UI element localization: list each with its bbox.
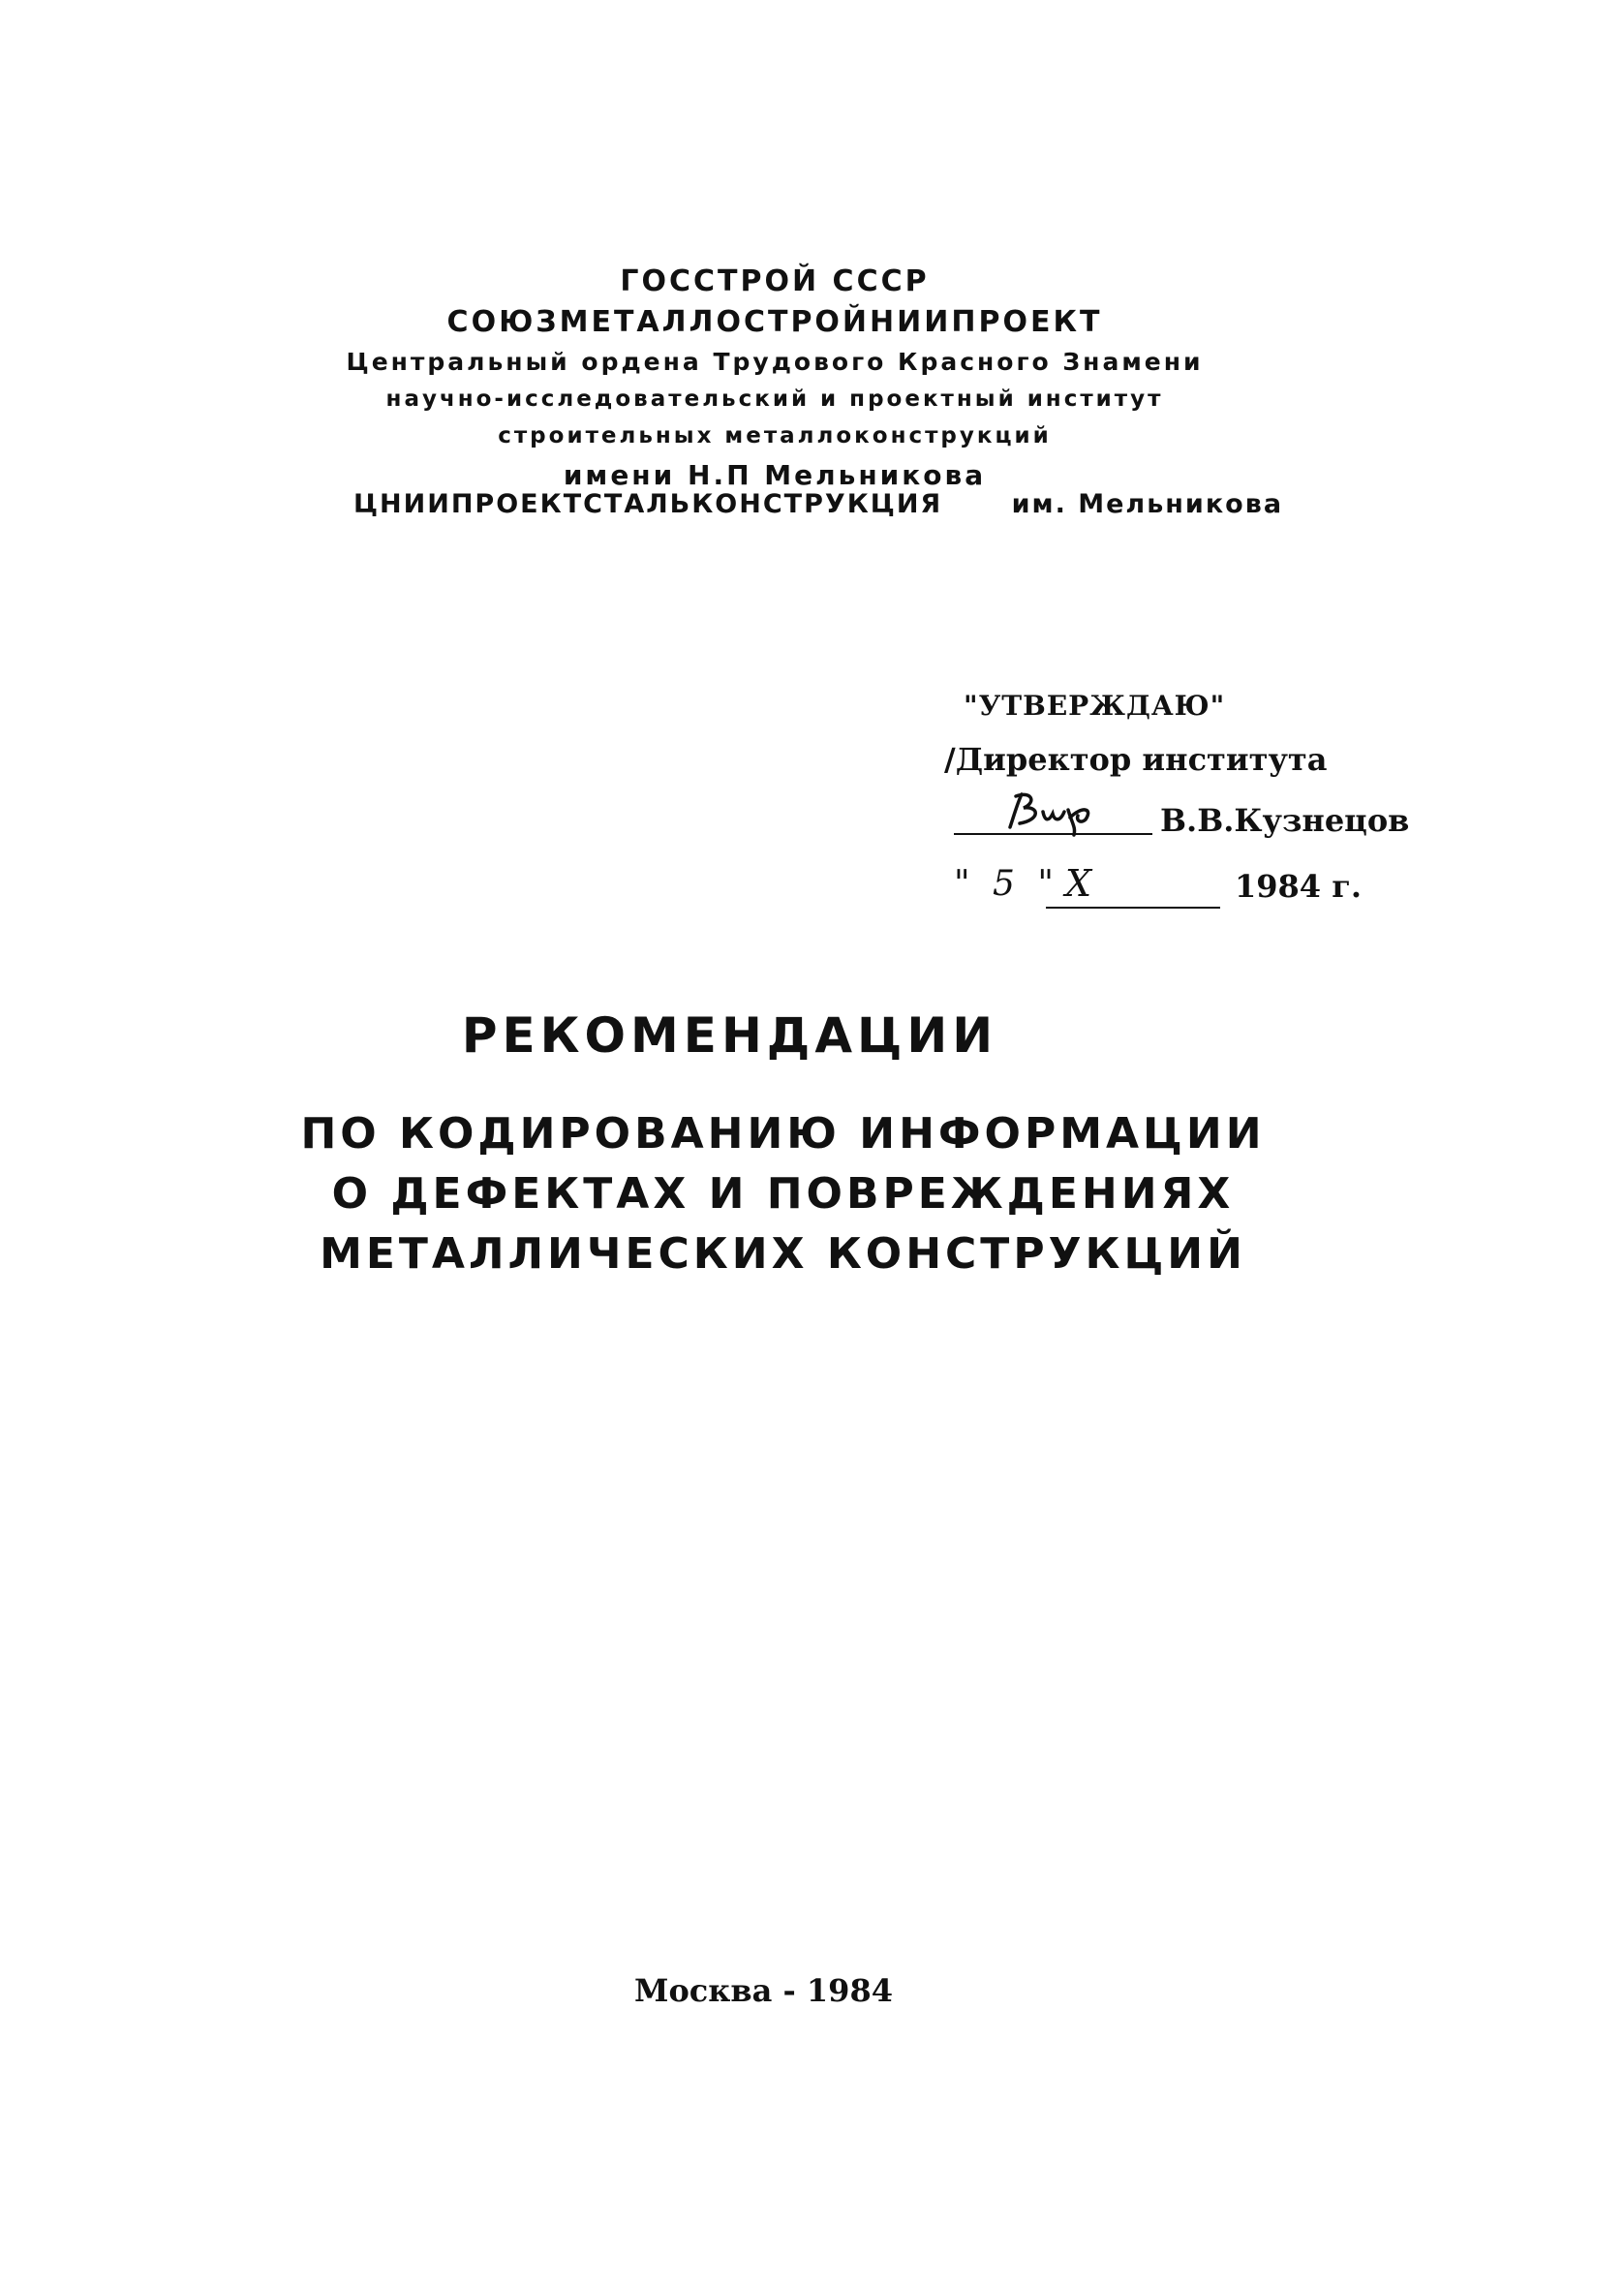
document-title: РЕКОМЕНДАЦИИ: [461, 1007, 998, 1064]
tsnii-name: ЦНИИПРОЕКТСТАЛЬКОНСТРУКЦИЯ: [353, 489, 943, 519]
subtitle-line-3: МЕТАЛЛИЧЕСКИХ КОНСТРУКЦИЙ: [320, 1229, 1246, 1279]
subtitle-line-1: ПО КОДИРОВАНИЮ ИНФОРМАЦИИ: [300, 1109, 1266, 1159]
tsnii-line: [353, 489, 1283, 519]
approval-date-row: [954, 864, 1409, 922]
handwritten-signature-icon: [993, 788, 1128, 837]
city-year-footer: Москва - 1984: [634, 1972, 893, 2009]
signature-row: [954, 794, 1409, 843]
research-institute-line: научно-исследовательский и проектный институт: [385, 386, 1164, 412]
organization-header: [291, 262, 1259, 497]
date-month: X: [1046, 864, 1220, 909]
tsnii-named-after: им. Мельникова: [1011, 489, 1284, 519]
document-subtitle: [0, 1104, 1624, 1284]
named-after-line: имени Н.П Мельникова: [563, 459, 987, 491]
central-institute-line: Центральный ордена Трудового Красного Знамени: [346, 348, 1204, 376]
soyuz-line: СОЮЗМЕТАЛЛОСТРОЙНИИПРОЕКТ: [446, 305, 1103, 339]
date-year: 1984 г.: [1235, 868, 1362, 905]
structures-line: строительных металлоконструкций: [498, 423, 1052, 448]
gosstroy-line: ГОССТРОЙ СССР: [620, 264, 930, 298]
director-title: /Директор института: [944, 741, 1328, 778]
date-day: " 5 ": [954, 864, 1059, 904]
subtitle-line-2: О ДЕФЕКТАХ И ПОВРЕЖДЕНИЯХ: [331, 1169, 1235, 1219]
signer-name: В.В.Кузнецов: [1160, 802, 1410, 839]
approved-stamp-text: "УТВЕРЖДАЮ": [964, 690, 1226, 722]
